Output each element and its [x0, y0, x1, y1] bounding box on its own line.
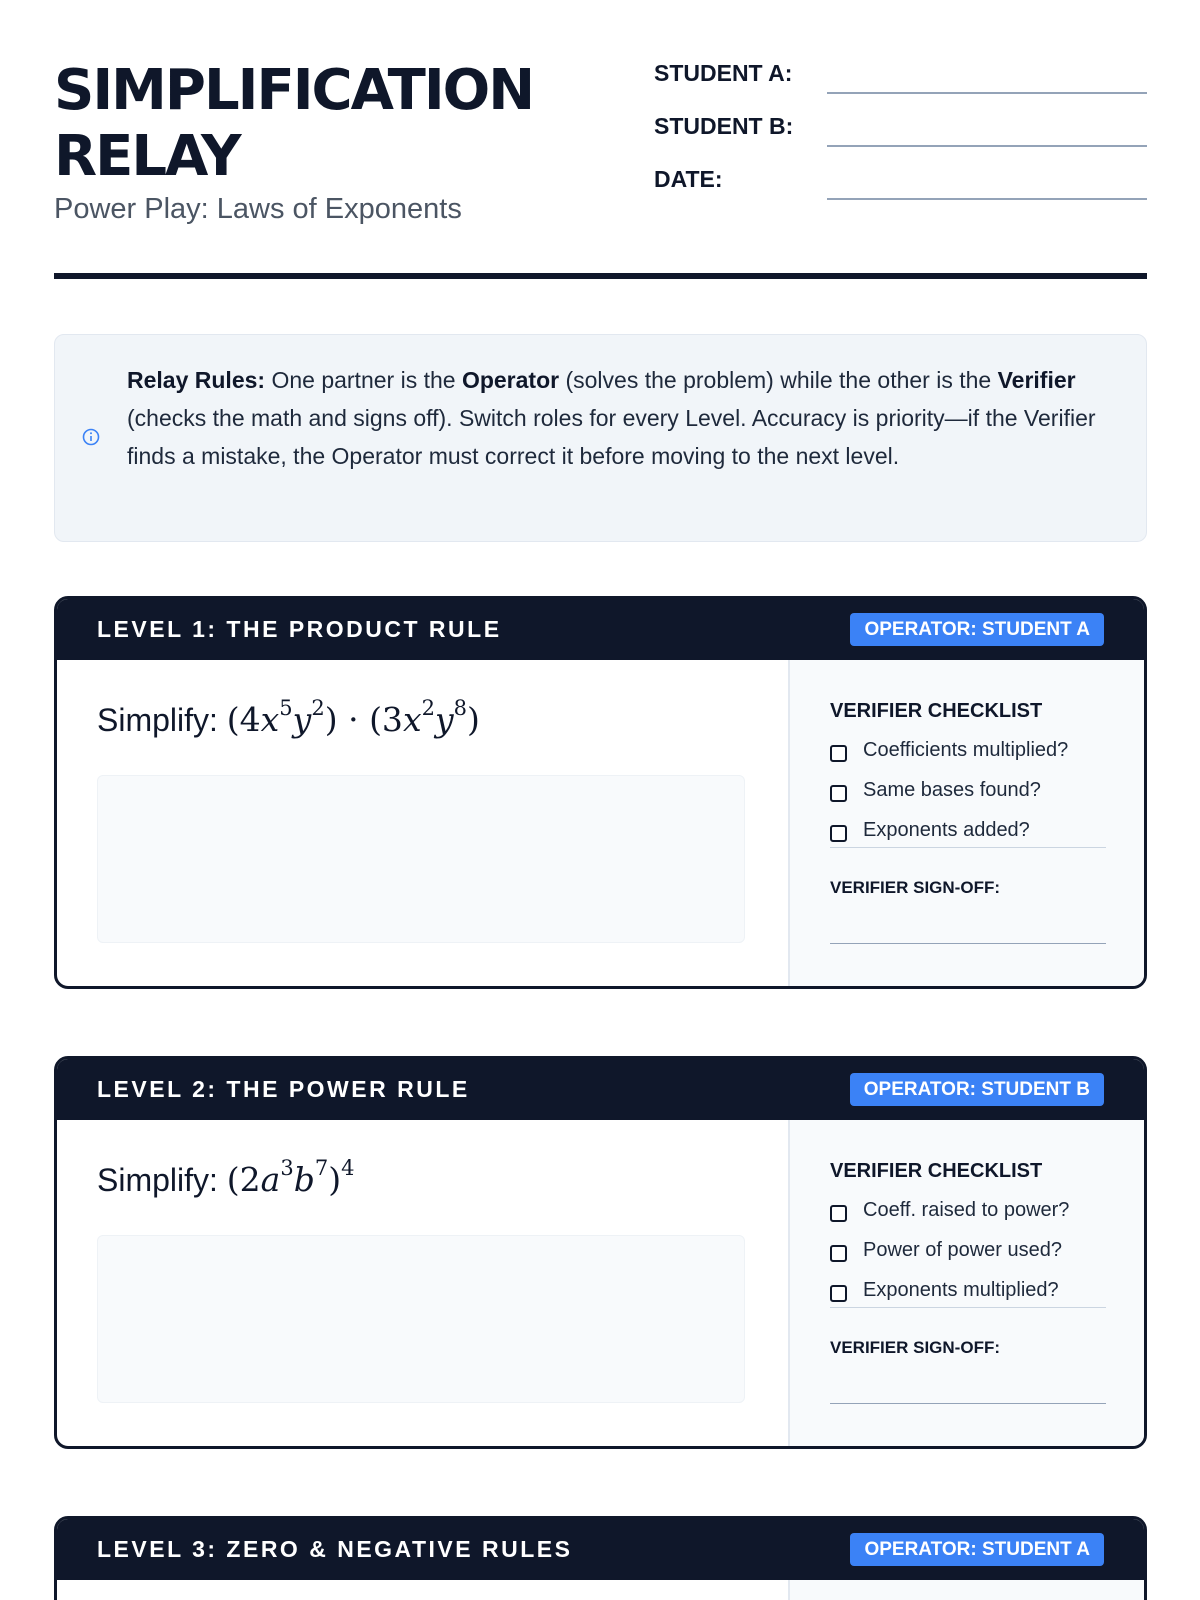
level-3-card: [54, 1516, 1147, 1600]
level-header: [57, 1059, 1144, 1120]
level-title: LEVEL 1: THE PRODUCT RULE: [97, 616, 502, 642]
level-header: [57, 1519, 1144, 1580]
check-label: Coeff. raised to power?: [863, 1199, 1070, 1221]
level-body: [57, 1120, 1144, 1449]
rules-text-3: (checks the math and signs off). Switch roles for every Level. Accuracy is priority—if the Verifier finds a mistake, the Operator must correct it before moving to the next level.: [127, 405, 1096, 469]
check-label: Coefficients multiplied?: [863, 739, 1069, 761]
date-label: DATE:: [654, 166, 723, 192]
operator-area: [57, 1580, 788, 1600]
relay-rules-box: [54, 334, 1147, 542]
level-header: [57, 599, 1144, 660]
checklist-title: VERIFIER CHECKLIST: [830, 1160, 1043, 1182]
student-a-line[interactable]: [827, 92, 1147, 94]
operator-area: [57, 660, 788, 989]
student-a-field[interactable]: [654, 58, 1147, 98]
work-space[interactable]: [97, 1235, 745, 1403]
operator-badge: OPERATOR: STUDENT A: [850, 613, 1104, 646]
problem-prefix: Simplify:: [97, 702, 218, 738]
checkbox[interactable]: [830, 785, 847, 802]
signoff-line[interactable]: [830, 943, 1106, 944]
check-item[interactable]: [830, 818, 1105, 848]
date-field[interactable]: [654, 164, 1147, 204]
check-label: Power of power used?: [863, 1239, 1063, 1261]
operator-term: Operator: [461, 367, 560, 393]
problem-prefix: Simplify:: [97, 1162, 218, 1198]
rules-text-1: One partner is the: [265, 367, 462, 393]
operator-area: [57, 1120, 788, 1449]
problem-statement: [97, 696, 480, 739]
check-item[interactable]: [830, 778, 1105, 808]
relay-rules-text: [127, 361, 1127, 475]
checkbox[interactable]: [830, 745, 847, 762]
check-item[interactable]: [830, 1238, 1105, 1268]
checkbox[interactable]: [830, 1205, 847, 1222]
info-icon: [81, 427, 101, 447]
student-b-label: STUDENT B:: [654, 113, 794, 139]
verifier-panel: [788, 660, 1147, 989]
check-label: Same bases found?: [863, 779, 1041, 801]
checkbox[interactable]: [830, 825, 847, 842]
check-item[interactable]: [830, 1198, 1105, 1228]
checkbox[interactable]: [830, 1285, 847, 1302]
operator-badge: OPERATOR: STUDENT A: [850, 1533, 1104, 1566]
checklist-title: VERIFIER CHECKLIST: [830, 700, 1043, 722]
worksheet-header: [54, 58, 1147, 280]
level-title: LEVEL 3: ZERO & NEGATIVE RULES: [97, 1536, 573, 1562]
worksheet-page: [54, 0, 1147, 1600]
checkbox[interactable]: [830, 1245, 847, 1262]
rules-lead: Relay Rules:: [127, 367, 266, 393]
date-line[interactable]: [827, 198, 1147, 200]
verifier-panel: [788, 1120, 1147, 1449]
verifier-term: Verifier: [997, 367, 1076, 393]
checklist-divider: [830, 847, 1106, 848]
level-body: [57, 1580, 1144, 1600]
student-b-line[interactable]: [827, 145, 1147, 147]
header-divider: [54, 273, 1147, 279]
signoff-line[interactable]: [830, 1403, 1106, 1404]
work-space[interactable]: [97, 775, 745, 943]
level-body: [57, 660, 1144, 989]
check-label: Exponents multiplied?: [863, 1279, 1059, 1301]
check-item[interactable]: [830, 738, 1105, 768]
checklist-divider: [830, 1307, 1106, 1308]
signoff-label: VERIFIER SIGN-OFF:: [830, 878, 1000, 897]
check-item[interactable]: [830, 1278, 1105, 1308]
problem-expression: $(2a^3b^7)^4$: [226, 1156, 355, 1199]
check-label: Exponents added?: [863, 819, 1030, 841]
level-2-card: [54, 1056, 1147, 1449]
verifier-panel: [788, 1580, 1147, 1600]
level-title: LEVEL 2: THE POWER RULE: [97, 1076, 470, 1102]
student-b-field[interactable]: [654, 111, 1147, 151]
problem-expression: $(4x^5y^2) \cdot (3x^2y^8)$: [226, 696, 480, 739]
rules-text-2: (solves the problem) while the other is the: [559, 367, 998, 393]
page-title: SIMPLIFICATION RELAY: [54, 58, 534, 189]
operator-badge: OPERATOR: STUDENT B: [850, 1073, 1104, 1106]
level-1-card: [54, 596, 1147, 989]
page-subtitle: Power Play: Laws of Exponents: [54, 193, 462, 225]
signoff-label: VERIFIER SIGN-OFF:: [830, 1338, 1000, 1357]
student-a-label: STUDENT A:: [654, 60, 793, 86]
problem-statement: [97, 1156, 355, 1199]
